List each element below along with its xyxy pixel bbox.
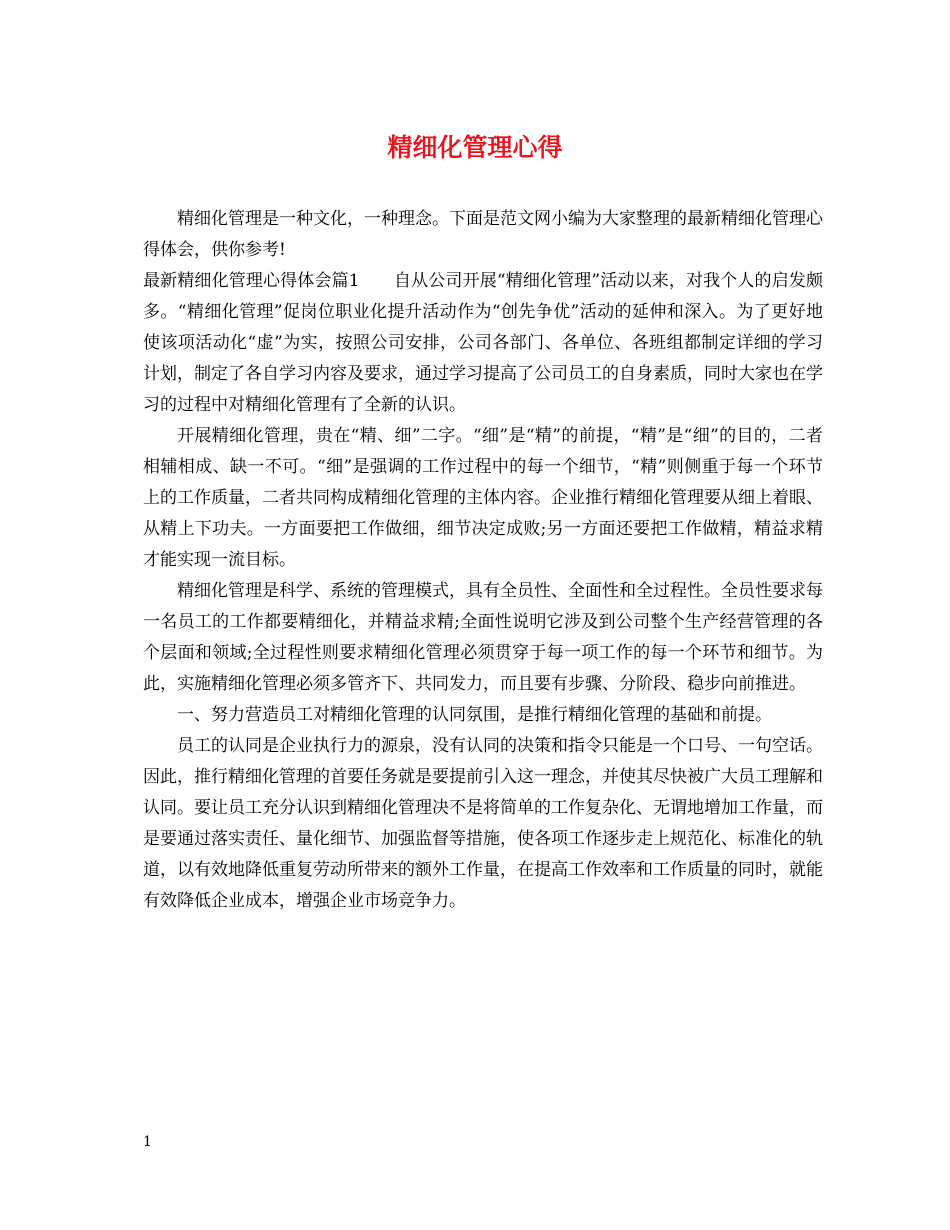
paragraph-scientific: 精细化管理是科学、系统的管理模式，具有全员性、全面性和全过程性。全员性要求每一名员工的工作都要精细化，并精益求精;全面性说明它涉及到公司整个生产经营管理的各个层面和领域;全过程性则要求精细化管理必须贯穿于每一项工作的每一个环节和细节。为此，实施精细化管理必须多管齐下、共同发力，而且要有步骤、分阶段、稳步向前推进。 [143,581,823,694]
paragraph-recognition: 员工的认同是企业执行力的源泉，没有认同的决策和指令只能是一个口号、一句空话。因此，推行精细化管理的首要任务就是要提前引入这一理念，并使其尽快被广大员工理解和认同。要让员工充分认识到精细化管理决不是将简单的工作复杂化、无谓地增加工作量，而是要通过落实责任、量化细节、加强监督等措施，使各项工作逐步走上规范化、标准化的轨道，以有效地降低重复劳动所带来的额外工作量，在提高工作效率和工作质量的同时，就能有效降低企业成本，增强企业市场竞争力。 [143,736,823,911]
paragraph-heading-one: 一、努力营造员工对精细化管理的认同氛围，是推行精细化管理的基础和前提。 [177,705,772,725]
document-title: 精细化管理心得 [387,133,563,162]
document-body [143,204,823,917]
page-number: 1 [143,1134,152,1150]
paragraph-intro: 精细化管理是一种文化，一种理念。下面是范文网小编为大家整理的最新精细化管理心得体会，供你参考! [143,209,823,260]
paragraph-section-1: 最新精细化管理心得体会篇1 自从公司开展“精细化管理”活动以来，对我个人的启发颇多。“精细化管理”促岗位职业化提升活动作为“创先争优”活动的延伸和深入。为了更好地使该项活动化“虚”为实，按照公司安排，公司各部门、各单位、各班组都制定详细的学习计划，制定了各自学习内容及要求，通过学习提高了公司员工的自身素质，同时大家也在学习的过程中对精细化管理有了全新的认识。 [143,271,823,415]
paragraph-precision: 开展精细化管理，贵在“精、细”二字。“细”是“精”的前提，“精”是“细”的目的，二者相辅相成、缺一不可。“细”是强调的工作过程中的每一个细节，“精”则侧重于每一个环节上的工作质量，二者共同构成精细化管理的主体内容。企业推行精细化管理要从细上着眼、从精上下功夫。一方面要把工作做细，细节决定成败;另一方面还要把工作做精，精益求精才能实现一流目标。 [143,426,823,570]
